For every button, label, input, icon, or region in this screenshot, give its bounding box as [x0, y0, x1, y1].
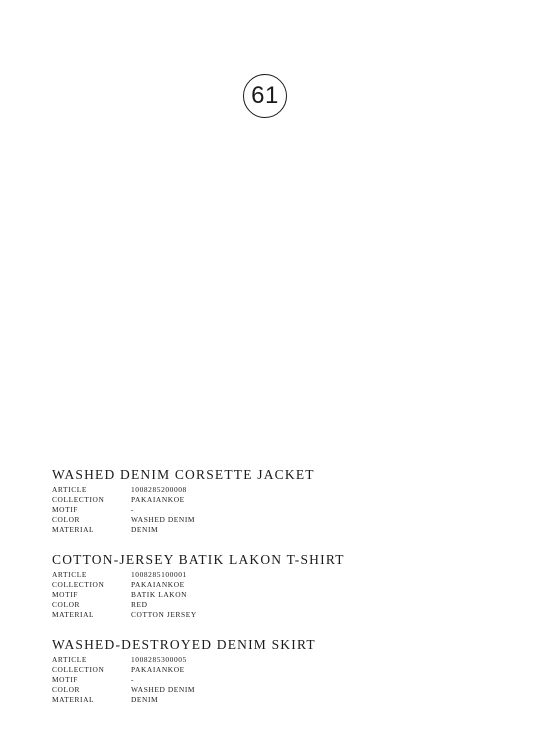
- spec-row-material: [52, 525, 492, 535]
- spec-row-motif: [52, 505, 492, 515]
- spec-row-color: [52, 600, 492, 610]
- spec-label: MOTIF: [52, 675, 78, 684]
- spec-label: ARTICLE: [52, 570, 87, 579]
- spec-row-article: [52, 570, 492, 580]
- spec-row-motif: [52, 675, 492, 685]
- product-entry: [52, 467, 492, 535]
- spec-row-material: [52, 610, 492, 620]
- spec-row-material: [52, 695, 492, 705]
- spec-label: MATERIAL: [52, 610, 95, 619]
- product-title: WASHED DENIM CORSETTE JACKET: [52, 467, 315, 482]
- spec-row-motif: [52, 590, 492, 600]
- spec-value: -: [131, 505, 135, 514]
- spec-value: PAKAIANKOE: [131, 580, 185, 589]
- spec-label: MATERIAL: [52, 525, 95, 534]
- spec-label: COLOR: [52, 600, 81, 609]
- spec-label: MOTIF: [52, 505, 78, 514]
- spec-value: DENIM: [131, 695, 159, 704]
- spec-label: COLLECTION: [52, 495, 105, 504]
- spec-value: PAKAIANKOE: [131, 665, 185, 674]
- spec-row-collection: [52, 495, 492, 505]
- spec-value: BATIK LAKON: [131, 590, 188, 599]
- spec-label: ARTICLE: [52, 655, 87, 664]
- spec-row-article: [52, 485, 492, 495]
- spec-value: PAKAIANKOE: [131, 495, 185, 504]
- spec-value: RED: [131, 600, 148, 609]
- spec-label: ARTICLE: [52, 485, 87, 494]
- spec-value: -: [131, 675, 135, 684]
- spec-label: COLOR: [52, 515, 81, 524]
- spec-value: 1008285300005: [131, 655, 187, 664]
- spec-value: DENIM: [131, 525, 159, 534]
- spec-label: COLOR: [52, 685, 81, 694]
- product-list: [52, 467, 492, 722]
- page-number-badge: [243, 74, 287, 118]
- spec-row-color: [52, 515, 492, 525]
- spec-value: COTTON JERSEY: [131, 610, 197, 619]
- spec-value: WASHED DENIM: [131, 515, 196, 524]
- spec-row-article: [52, 655, 492, 665]
- product-entry: [52, 552, 492, 620]
- spec-value: 1008285200008: [131, 485, 187, 494]
- product-entry: [52, 637, 492, 705]
- spec-label: MATERIAL: [52, 695, 95, 704]
- spec-label: COLLECTION: [52, 580, 105, 589]
- spec-value: 1008285100001: [131, 570, 187, 579]
- spec-row-color: [52, 685, 492, 695]
- product-title: COTTON-JERSEY BATIK LAKON T-SHIRT: [52, 552, 345, 567]
- spec-row-collection: [52, 665, 492, 675]
- page-number: 61: [251, 82, 279, 109]
- spec-row-collection: [52, 580, 492, 590]
- spec-value: WASHED DENIM: [131, 685, 196, 694]
- spec-label: MOTIF: [52, 590, 78, 599]
- spec-label: COLLECTION: [52, 665, 105, 674]
- product-title: WASHED-DESTROYED DENIM SKIRT: [52, 637, 316, 652]
